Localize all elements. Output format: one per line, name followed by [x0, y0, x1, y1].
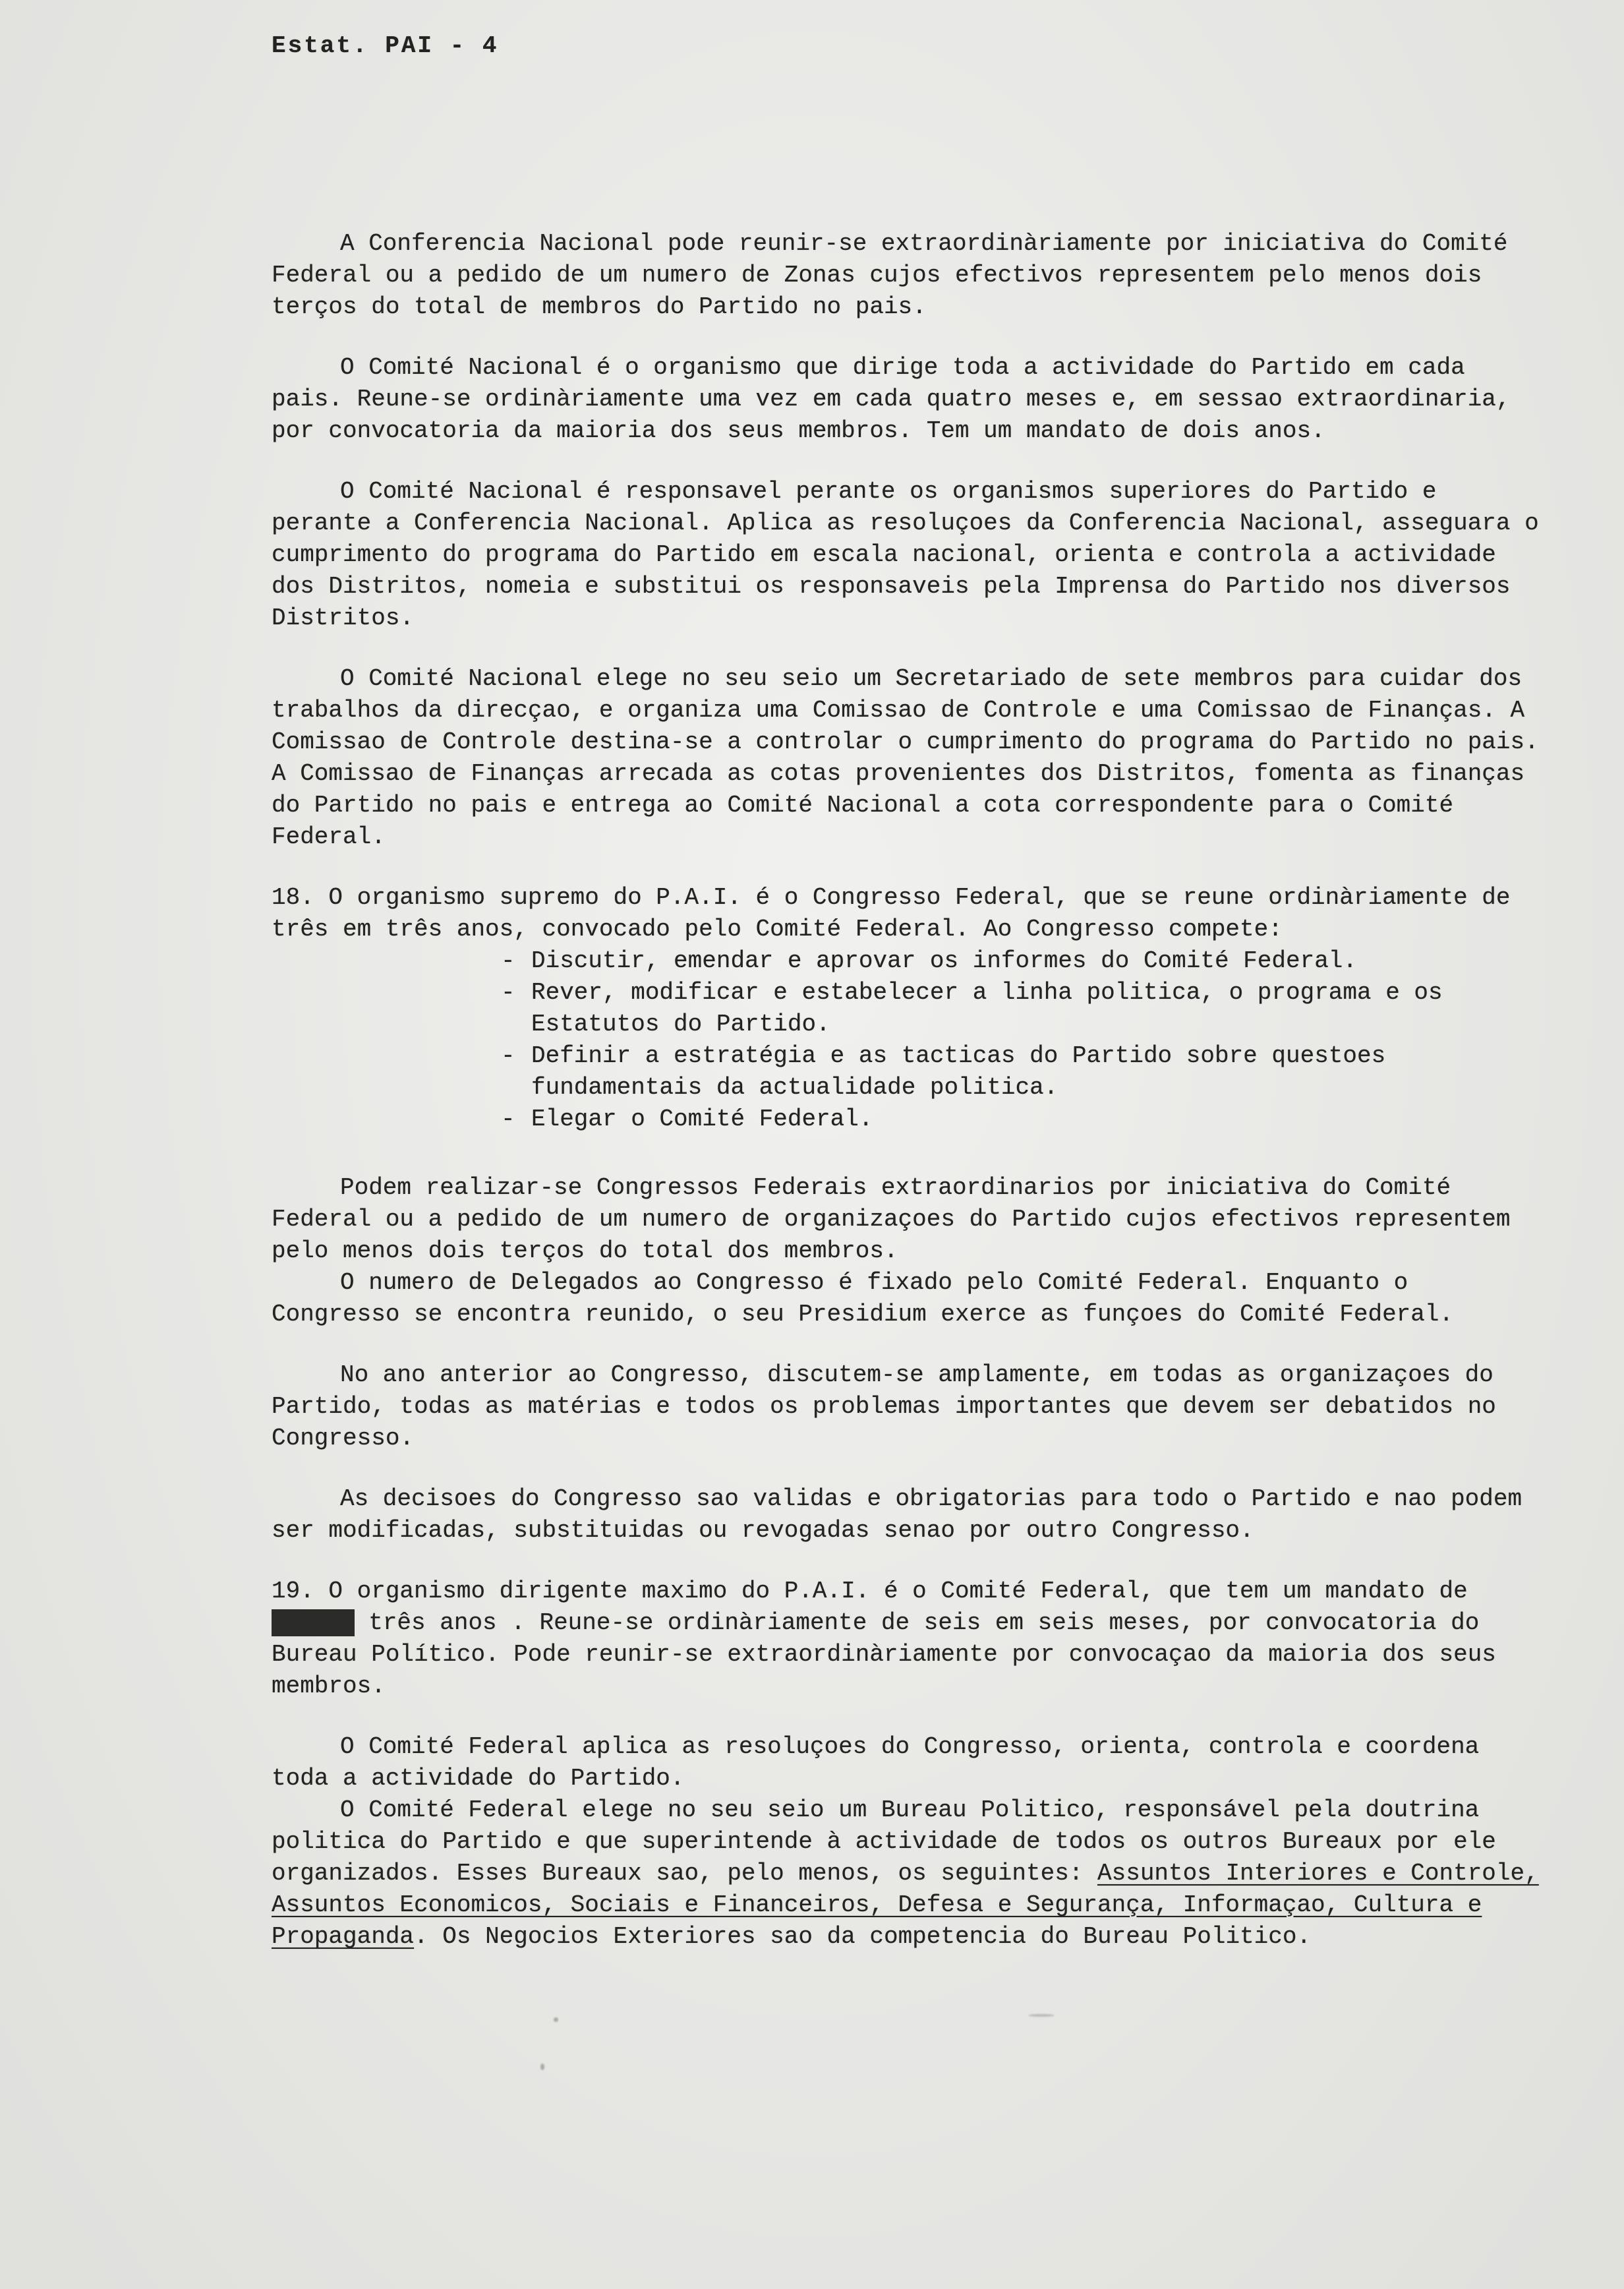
bureau-list-underlined: Assuntos Interiores e Controle, Assuntos Economicos, Sociais e Financeiros, Defesa e Segurança, Informaçao, Cultura e Propaganda	[272, 1860, 1539, 1950]
overtyped-correction: xxxxxx	[272, 1609, 355, 1636]
paragraph-comite-federal-aplica: O Comité Federal aplica as resoluçoes do Congresso, orienta, controla e coordena toda a actividade do Partido.	[272, 1733, 1480, 1792]
paragraph-secretariado-comissoes: O Comité Nacional elege no seu seio um Secretariado de sete membros para cuidar dos trabalhos da direcçao, e organiza uma Comissao de Controle e uma Comissao de Finanças. A Comissao de Controle destina-se a controlar o cumprimento do programa do Partido no pais. A Comissao de Finanças arrecada as cotas provenientes dos Distritos, fomenta as finanças do Partido no pais e entrega ao Comité Nacional a cota correspondente para o Comité Federal.	[272, 665, 1539, 850]
paragraph-conferencia-nacional: A Conferencia Nacional pode reunir-se extraordinàriamente por iniciativa do Comité Federal ou a pedido de um numero de Zonas cujos efectivos representem pelo menos dois terços do total de membros do Partido no pais.	[272, 230, 1508, 320]
page-header: Estat. PAI - 4	[272, 32, 499, 59]
bureau-text-post: . Os Negocios Exteriores sao da competencia do Bureau Politico.	[414, 1923, 1312, 1950]
item-19-text-post: três anos . Reune-se ordinàriamente de seis em seis meses, por convocatoria do Bureau Político. Pode reunir-se extraordinàriamente por convocaçao da maioria dos seus membros.	[272, 1609, 1496, 1700]
paragraph-decisoes-congresso: As decisoes do Congresso sao validas e obrigatorias para todo o Partido e nao podem ser modificadas, substituidas ou revogadas senao por outro Congresso.	[272, 1485, 1522, 1544]
scan-artifact	[540, 2064, 544, 2070]
competence-item-discutir: - Discutir, emendar e aprovar os informes do Comité Federal.	[501, 945, 1550, 977]
paragraph-ano-anterior-congresso: No ano anterior ao Congresso, discutem-se amplamente, em todas as organizaçoes do Partido, todas as matérias e todos os problemas importantes que devem ser debatidos no Congresso.	[272, 1361, 1496, 1452]
item-18-congresso-federal: 18. O organismo supremo do P.A.I. é o Congresso Federal, que se reune ordinàriamente de três em três anos, convocado pelo Comité Federal. Ao Congresso compete:	[272, 884, 1511, 943]
paragraph-comite-nacional-dirige: O Comité Nacional é o organismo que dirige toda a actividade do Partido em cada pais. Reune-se ordinàriamente uma vez em cada quatro meses e, em sessao extraordinaria, por convocatoria da maioria dos seus membros. Tem um mandato de dois anos.	[272, 354, 1511, 444]
bureau-text-pre: O Comité Federal elege no seu seio um Bureau Politico, responsável pela doutrina politica do Partido e que superintende à actividade de todos os outros Bureaux por ele organizados. Esses Bureaux sao, pelo menos, os seguintes:	[272, 1797, 1496, 1887]
competence-item-eleger: - Elegar o Comité Federal.	[501, 1104, 1550, 1135]
competence-item-definir: - Definir a estratégia e as tacticas do Partido sobre questoes fundamentais da actualidade politica.	[501, 1040, 1550, 1104]
congress-competence-list	[272, 945, 1550, 1135]
item-19-comite-federal	[272, 1576, 1550, 1702]
paragraph-delegados-presidium: O numero de Delegados ao Congresso é fixado pelo Comité Federal. Enquanto o Congresso se encontra reunido, o seu Presidium exerce as funçoes do Comité Federal.	[272, 1269, 1454, 1328]
scan-artifact	[1028, 2014, 1055, 2017]
paragraph-congressos-extraordinarios: Podem realizar-se Congressos Federais extraordinarios por iniciativa do Comité Federal ou a pedido de um numero de organizaçoes do Partido cujos efectivos representem pelo menos dois terços do total dos membros.	[272, 1174, 1511, 1264]
competence-item-rever: - Rever, modificar e estabelecer a linha politica, o programa e os Estatutos do Partido.	[501, 977, 1550, 1040]
paragraph-bureau-politico	[272, 1795, 1550, 1953]
item-19-text-pre: 19. O organismo dirigente maximo do P.A.I. é o Comité Federal, que tem um mandato de	[272, 1578, 1468, 1605]
paragraph-comite-nacional-responsavel: O Comité Nacional é responsavel perante os organismos superiores do Partido e perante a Conferencia Nacional. Aplica as resoluçoes da Conferencia Nacional, asseguara o cumprimento do programa do Partido em escala nacional, orienta e controla a actividade dos Distritos, nomeia e substitui os responsaveis pela Imprensa do Partido nos diversos Distritos.	[272, 478, 1539, 632]
scan-artifact	[554, 2017, 558, 2022]
